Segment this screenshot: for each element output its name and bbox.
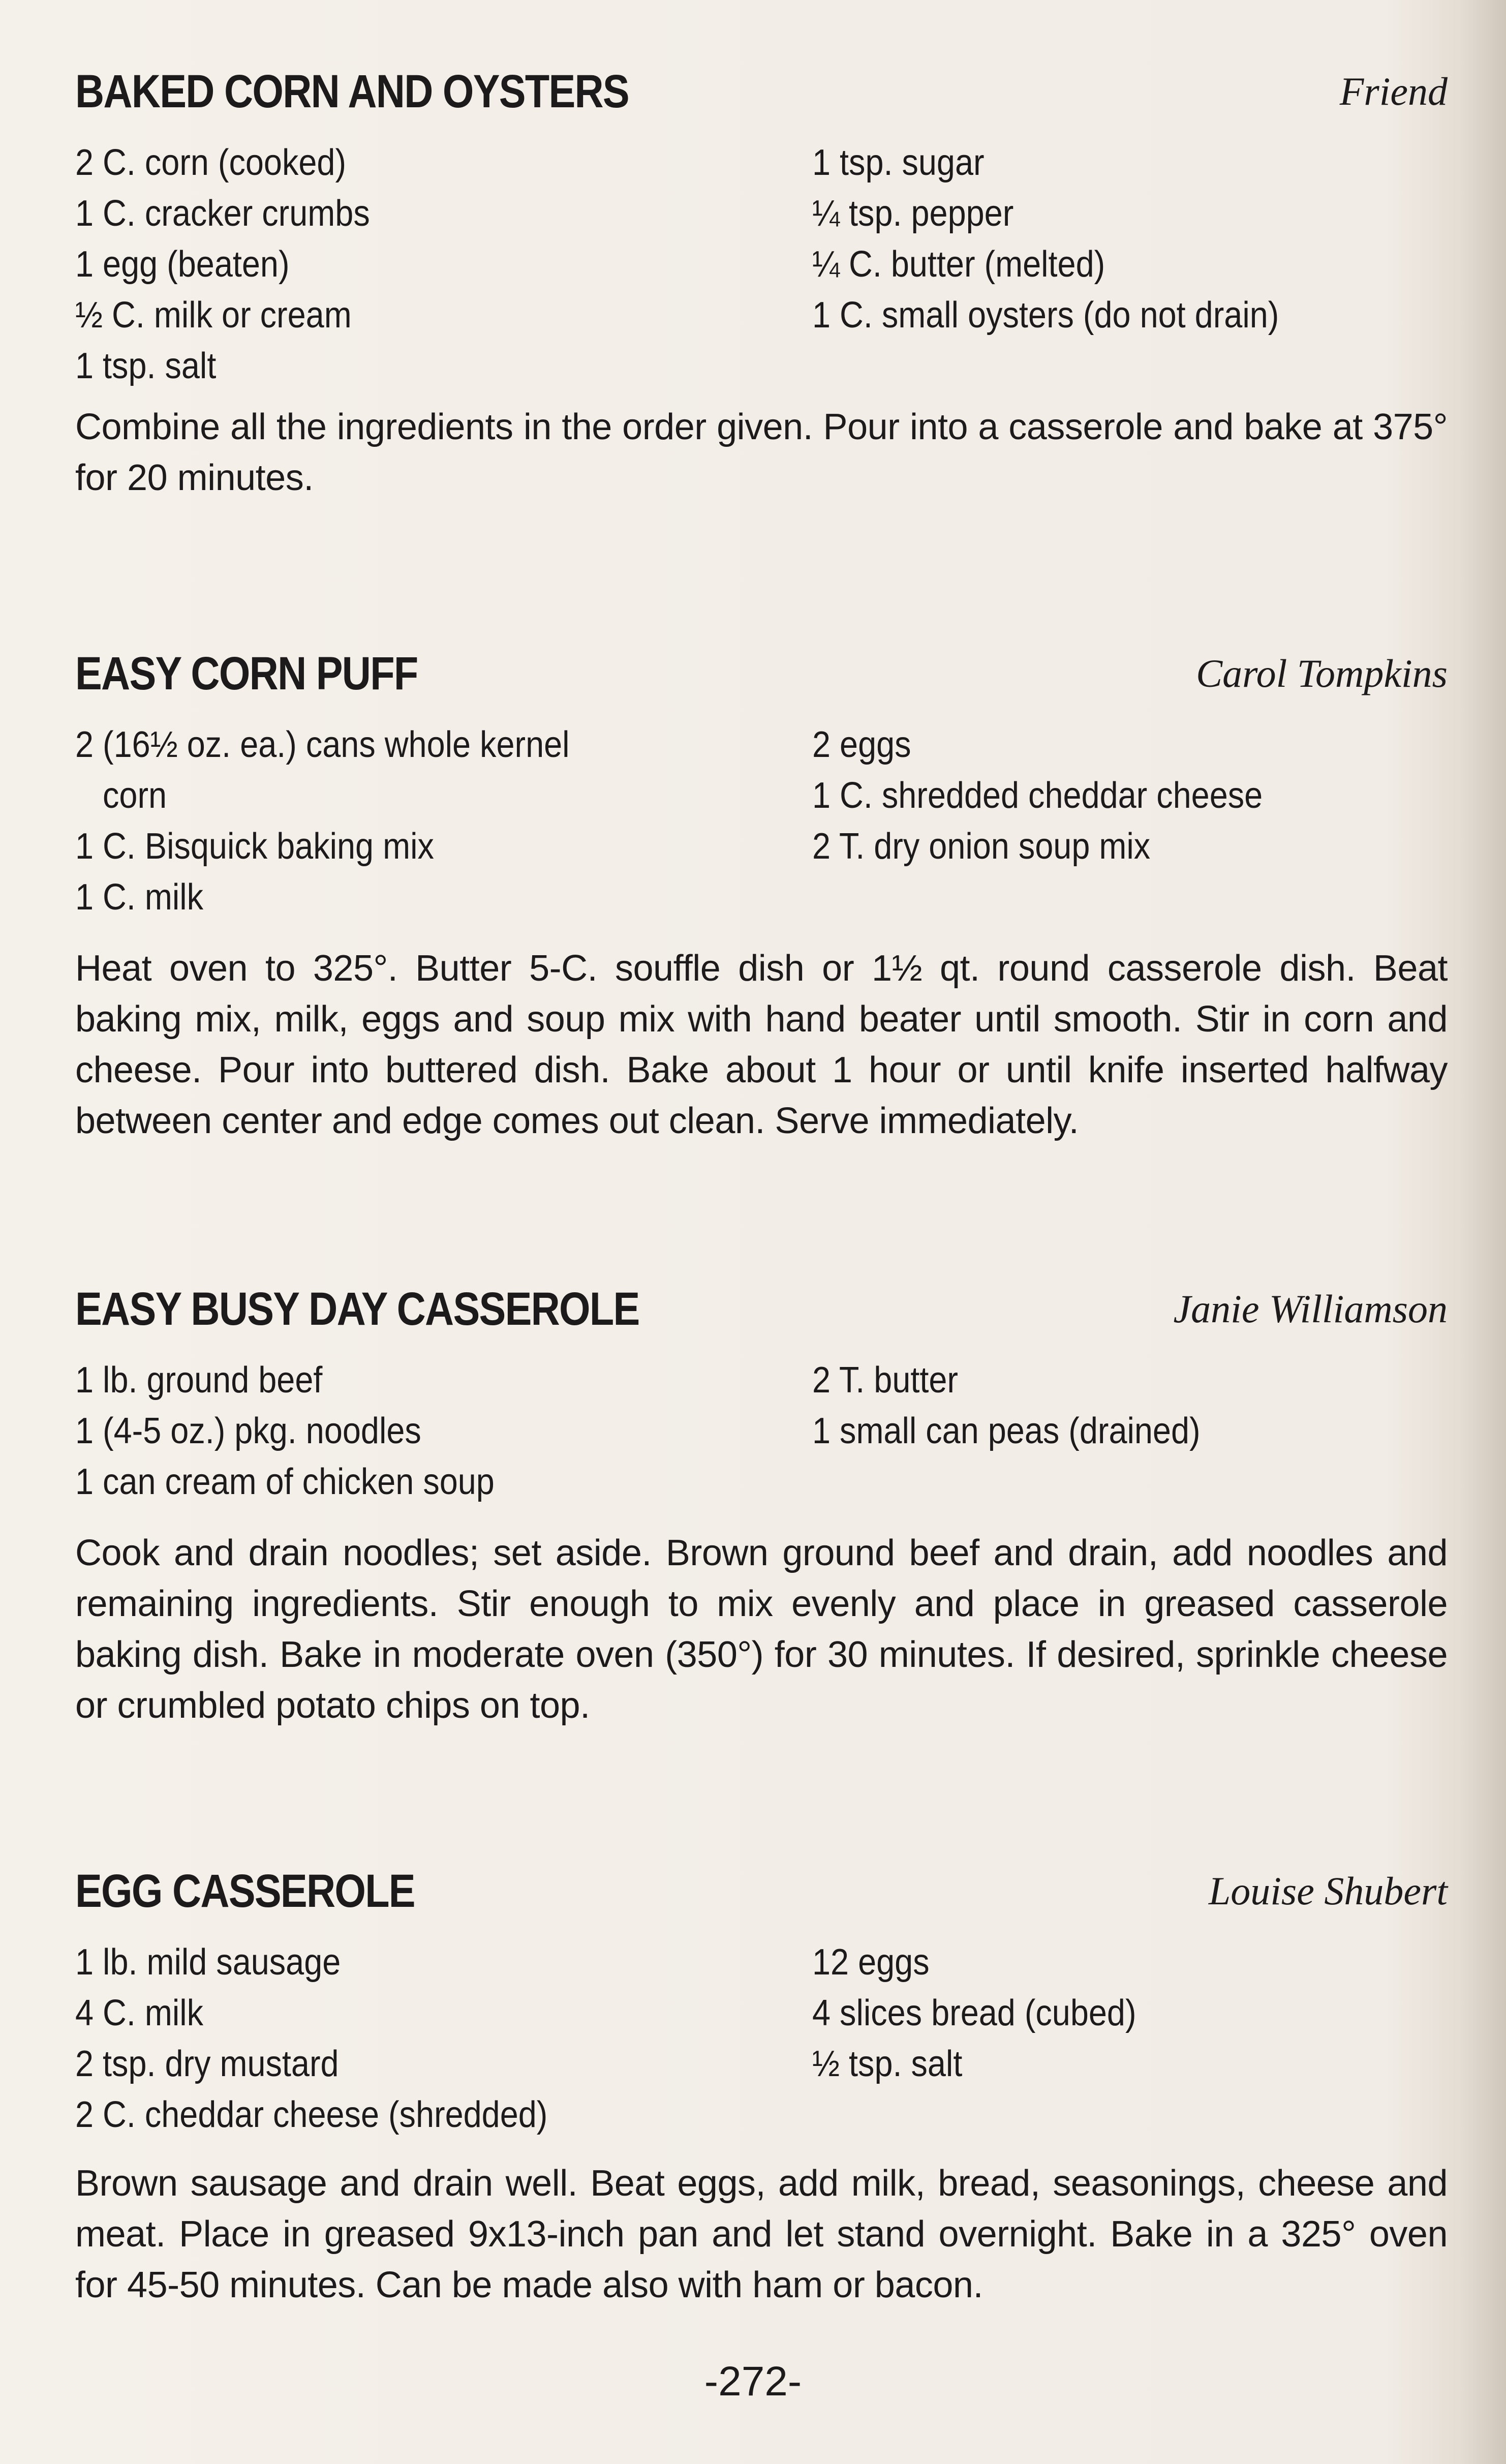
recipe-egg-casserole [75, 1861, 1448, 2305]
ingredients-right-column [812, 1937, 1448, 2089]
recipe-title: BAKED CORN AND OYSTERS [75, 66, 629, 117]
ingredient: 1 C. small oysters (do not drain) [812, 295, 1279, 336]
ingredients-left-column [75, 1355, 797, 1507]
recipe-header [75, 1861, 1448, 1937]
ingredients-right-column [812, 137, 1448, 341]
ingredients-left-column [75, 1937, 797, 2140]
recipe-header [75, 643, 1448, 719]
ingredient: 1 lb. mild sausage [75, 1942, 341, 1983]
ingredient: 2 T. butter [812, 1360, 958, 1401]
recipe-title: EGG CASSEROLE [75, 1865, 415, 1917]
recipe-title: EASY CORN PUFF [75, 648, 418, 699]
ingredients [75, 137, 1448, 402]
recipe-header [75, 61, 1448, 137]
recipe-easy-busy-day-casserole [75, 1279, 1448, 1726]
recipe-directions: Heat oven to 325°. Butter 5-C. souffle dish or 1½ qt. round casserole dish. Beat baking mix, milk, eggs and soup mix with hand beater until smooth. Stir in corn and cheese. Pour into buttered dish. Bake about 1 hour or until knife inserted halfway between center and edge comes out clean. Serve immediately. [75, 948, 1448, 1141]
ingredients-left-column [75, 719, 797, 923]
ingredient: 12 eggs [812, 1942, 930, 1983]
recipe-author: Janie Williamson [1173, 1287, 1448, 1331]
ingredient: corn [103, 775, 167, 816]
ingredients-right-column [812, 719, 1448, 872]
ingredient: 2 tsp. dry mustard [75, 2044, 339, 2084]
ingredient: 1 C. shredded cheddar cheese [812, 775, 1263, 816]
ingredient: 4 C. milk [75, 1993, 204, 2033]
ingredient: ¼ tsp. pepper [812, 193, 1014, 234]
ingredient: 1 C. Bisquick baking mix [75, 826, 434, 867]
ingredient: 1 tsp. sugar [812, 142, 985, 183]
ingredient: 1 C. cracker crumbs [75, 193, 370, 234]
recipe-author: Carol Tompkins [1196, 651, 1448, 695]
recipe-title: EASY BUSY DAY CASSEROLE [75, 1283, 639, 1335]
ingredient: 2 C. corn (cooked) [75, 142, 347, 183]
ingredient: 2 eggs [812, 724, 911, 765]
ingredients [75, 1937, 1448, 2158]
ingredient: 1 egg (beaten) [75, 244, 290, 285]
ingredient: 1 can cream of chicken soup [75, 1462, 495, 1502]
recipe-directions: Brown sausage and drain well. Beat eggs, add milk, bread, seasonings, cheese and meat. Place in greased 9x13-inch pan and let stand overnight. Bake in a 325° oven for 45-50 minutes. Can be made also with ham or bacon. [75, 2163, 1448, 2305]
ingredients [75, 1355, 1448, 1528]
page-number: -272- [704, 2358, 802, 2405]
recipe-directions: Cook and drain noodles; set aside. Brown ground beef and drain, add noodles and remaining ingredients. Stir enough to mix evenly and place in greased casserole baking dish. Bake in moderate oven (350°) for 30 minutes. If desired, sprinkle cheese or crumbled potato chips on top. [75, 1533, 1448, 1726]
ingredients [75, 719, 1448, 943]
ingredient: ½ tsp. salt [812, 2044, 963, 2084]
recipe-baked-corn-and-oysters [75, 61, 1448, 498]
recipe-easy-corn-puff [75, 643, 1448, 1141]
ingredient: 2 (16½ oz. ea.) cans whole kernel [75, 724, 570, 765]
ingredient: 1 C. milk [75, 877, 204, 918]
ingredient: 2 C. cheddar cheese (shredded) [75, 2094, 548, 2135]
ingredient: ¼ C. butter (melted) [812, 244, 1105, 285]
recipe-author: Friend [1339, 69, 1448, 113]
recipe-directions: Combine all the ingredients in the order given. Pour into a casserole and bake at 375° for 20 minutes. [75, 407, 1448, 498]
recipe-header [75, 1279, 1448, 1355]
ingredient: 1 lb. ground beef [75, 1360, 323, 1401]
ingredient: 1 small can peas (drained) [812, 1411, 1201, 1451]
ingredient: ½ C. milk or cream [75, 295, 352, 336]
ingredient: 4 slices bread (cubed) [812, 1993, 1136, 2033]
ingredients-left-column [75, 137, 797, 391]
ingredients-right-column [812, 1355, 1448, 1456]
ingredient: 1 (4-5 oz.) pkg. noodles [75, 1411, 421, 1451]
recipe-author: Louise Shubert [1208, 1869, 1448, 1913]
ingredient: 1 tsp. salt [75, 346, 217, 386]
ingredient: 2 T. dry onion soup mix [812, 826, 1151, 867]
